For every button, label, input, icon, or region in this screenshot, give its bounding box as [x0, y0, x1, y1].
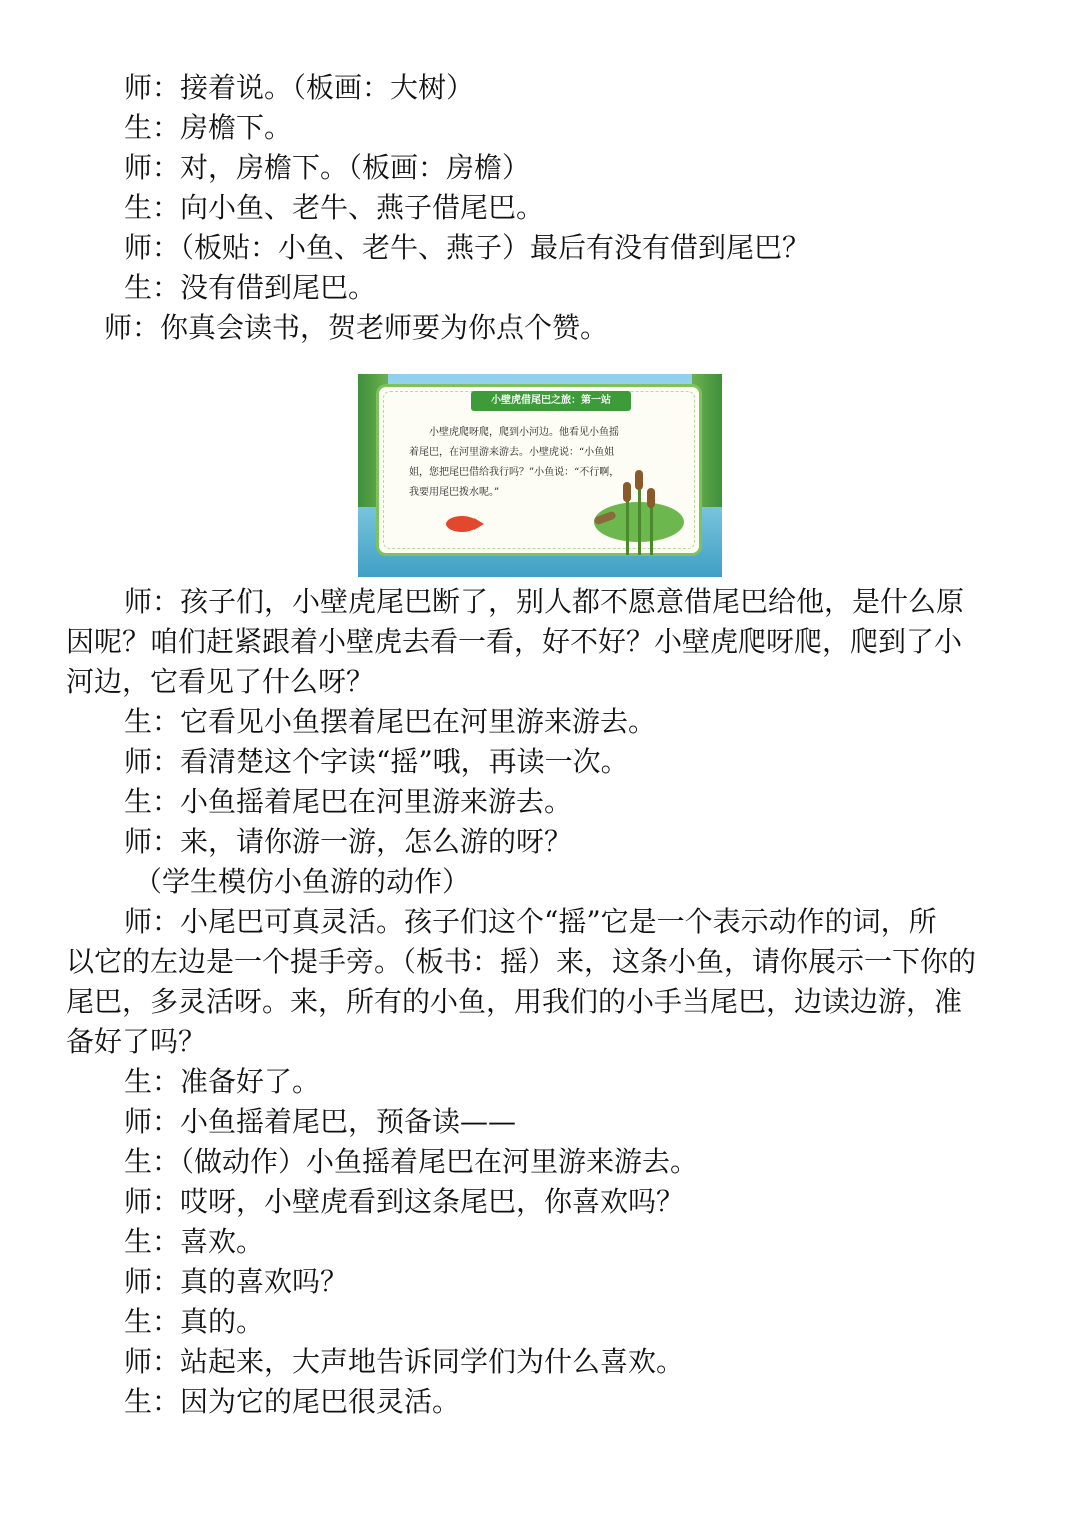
dialogue-line: 师：小鱼摇着尾巴，预备读——: [124, 1105, 517, 1138]
slide-text-line: 姐，您把尾巴借给我行吗？”小鱼说：“不行啊，: [409, 467, 620, 478]
dialogue-line: 师：站起来，大声地告诉同学们为什么喜欢。: [124, 1345, 685, 1378]
slide-text-line: 小壁虎爬呀爬，爬到小河边。他看见小鱼摇: [429, 427, 619, 438]
dialogue-line: 生：准备好了。: [124, 1065, 321, 1098]
paragraph-line: 以它的左边是一个提手旁。（板书：摇）来，这条小鱼，请你展示一下你的: [66, 945, 977, 978]
cattail: [623, 482, 631, 502]
stage-direction: （学生模仿小鱼游的动作）: [134, 865, 471, 898]
paragraph-line: 河边，它看见了什么呀？: [66, 665, 375, 698]
paragraph-line: 师：孩子们，小壁虎尾巴断了，别人都不愿意借尾巴给他，是什么原: [124, 585, 965, 618]
paragraph-line: 尾巴，多灵活呀。来，所有的小鱼，用我们的小手当尾巴，边读边游，准: [66, 985, 963, 1018]
dialogue-line: 生：没有借到尾巴。: [124, 271, 377, 304]
dialogue-line: 生：向小鱼、老牛、燕子借尾巴。: [124, 191, 545, 224]
dialogue-line: 师：真的喜欢吗？: [124, 1265, 349, 1298]
fish-tail: [474, 518, 484, 530]
dialogue-line: 师：你真会读书，贺老师要为你点个赞。: [104, 311, 609, 344]
dialogue-line: 生：房檐下。: [124, 111, 293, 144]
dialogue-line: 师：对，房檐下。（板画：房檐）: [124, 151, 531, 184]
dialogue-line: 生：小鱼摇着尾巴在河里游来游去。: [124, 785, 573, 818]
dialogue-line: 生：它看见小鱼摆着尾巴在河里游来游去。: [124, 705, 657, 738]
dialogue-line: 师：（板贴：小鱼、老牛、燕子）最后有没有借到尾巴？: [124, 231, 811, 264]
paragraph-line: 因呢？咱们赶紧跟着小壁虎去看一看，好不好？小壁虎爬呀爬，爬到了小: [66, 625, 963, 658]
slide-text-line: 我要用尾巴拨水呢。”: [409, 487, 500, 498]
slide-text: [409, 423, 709, 503]
dialogue-line: 生：真的。: [124, 1305, 265, 1338]
dialogue-line: 生：喜欢。: [124, 1225, 265, 1258]
slide-banner: 小壁虎借尾巴之旅：第一站: [471, 391, 631, 411]
dialogue-line: 生：因为它的尾巴很灵活。: [124, 1385, 461, 1418]
slide-text-line: 着尾巴，在河里游来游去。小壁虎说：“小鱼姐: [409, 447, 615, 458]
paragraph-line: 师：小尾巴可真灵活。孩子们这个“摇”它是一个表示动作的词，所: [124, 905, 937, 938]
dialogue-line: 师：看清楚这个字读“摇”哦，再读一次。: [124, 745, 629, 778]
cattail: [635, 470, 643, 490]
paragraph-line: 备好了吗？: [66, 1025, 207, 1058]
cattail: [647, 488, 655, 508]
lesson-slide-image: [358, 374, 722, 577]
dialogue-line: 生：（做动作）小鱼摇着尾巴在河里游来游去。: [124, 1145, 699, 1178]
dialogue-line: 师：来，请你游一游，怎么游的呀？: [124, 825, 573, 858]
dialogue-line: 师：接着说。（板画：大树）: [124, 71, 475, 104]
dialogue-line: 师：哎呀，小壁虎看到这条尾巴，你喜欢吗？: [124, 1185, 685, 1218]
